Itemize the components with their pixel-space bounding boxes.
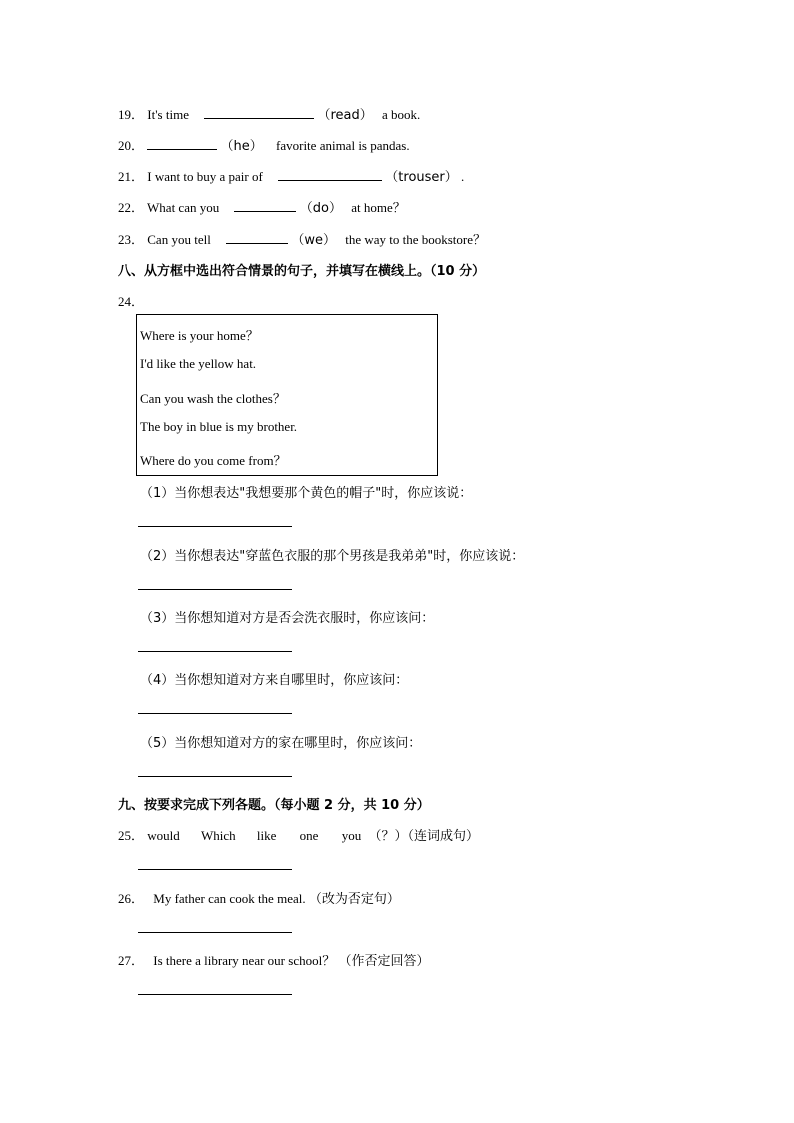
question-number-24: 24． (118, 294, 145, 309)
question-number: 26． (118, 891, 145, 906)
hint: （do） (299, 201, 342, 216)
hint: （we） (291, 233, 336, 248)
answer-blank[interactable] (147, 137, 217, 150)
question-number: 20． (118, 138, 145, 153)
section-heading-9: 九、按要求完成下列各题。（每小题 2 分，共 10 分） (118, 798, 430, 813)
answer-blank[interactable] (226, 231, 288, 244)
option-item: The boy in blue is my brother. (140, 419, 298, 434)
answer-line[interactable] (138, 994, 292, 995)
question-text: Is there a library near our school？ (153, 953, 336, 968)
answer-line[interactable] (138, 651, 292, 652)
answer-line[interactable] (138, 589, 292, 590)
option-item: Where do you come from？ (140, 453, 287, 468)
answer-blank[interactable] (234, 199, 296, 212)
sub-question-2: （2）当你想表达"穿蓝色衣服的那个男孩是我弟弟"时，你应该说： (140, 549, 525, 564)
scrambled-word: like (256, 828, 277, 843)
scrambled-word: would (147, 828, 180, 843)
instruction: （改为否定句） (308, 892, 400, 907)
question-text: It's time (147, 107, 189, 122)
answer-line[interactable] (138, 869, 292, 870)
question-text-after: favorite animal is pandas. (276, 138, 410, 153)
question-text-after: the way to the bookstore？ (345, 232, 487, 247)
question-number: 22． (118, 200, 145, 215)
question-text-after: at home？ (351, 200, 406, 215)
options-box (136, 314, 438, 476)
hint: （read） (317, 108, 373, 123)
hint: （trouser） (385, 170, 458, 185)
answer-line[interactable] (138, 932, 292, 933)
question-19 (118, 104, 420, 123)
question-text: What can you (147, 200, 220, 215)
question-text: Can you tell (147, 232, 211, 247)
answer-line[interactable] (138, 713, 292, 714)
instruction: （？）（连词成句） (368, 829, 479, 844)
answer-blank[interactable] (278, 168, 382, 181)
sub-question-1: （1）当你想表达"我想要那个黄色的帽子"时，你应该说： (140, 486, 473, 501)
question-26 (118, 888, 400, 907)
answer-line[interactable] (138, 776, 292, 777)
question-25 (118, 825, 479, 844)
option-item: Where is your home？ (140, 328, 259, 343)
question-number: 25． (118, 828, 145, 843)
question-number: 27． (118, 953, 145, 968)
question-number: 19． (118, 107, 145, 122)
question-23 (118, 229, 486, 248)
question-text-after: . (461, 169, 465, 184)
hint: （he） (220, 139, 263, 154)
scrambled-word: Which (201, 828, 236, 843)
section-heading-8: 八、从方框中选出符合情景的句子，并填写在横线上。（10 分） (118, 264, 486, 279)
instruction: （作否定回答） (338, 954, 430, 969)
question-27 (118, 950, 429, 969)
question-20 (118, 135, 410, 154)
question-number: 23． (118, 232, 145, 247)
answer-blank[interactable] (204, 106, 314, 119)
question-22 (118, 197, 406, 216)
sub-question-5: （5）当你想知道对方的家在哪里时，你应该问： (140, 736, 422, 751)
sub-question-4: （4）当你想知道对方来自哪里时，你应该问： (140, 673, 409, 688)
question-number: 21． (118, 169, 145, 184)
question-text: I want to buy a pair of (147, 169, 263, 184)
question-text-after: a book. (382, 107, 421, 122)
sub-question-3: （3）当你想知道对方是否会洗衣服时，你应该问： (140, 611, 435, 626)
option-item: I'd like the yellow hat. (140, 356, 257, 371)
question-21 (118, 166, 464, 185)
question-text: My father can cook the meal. (153, 891, 306, 906)
scrambled-word: one (299, 828, 319, 843)
answer-line[interactable] (138, 526, 292, 527)
option-item: Can you wash the clothes？ (140, 391, 286, 406)
scrambled-word: you (341, 828, 362, 843)
